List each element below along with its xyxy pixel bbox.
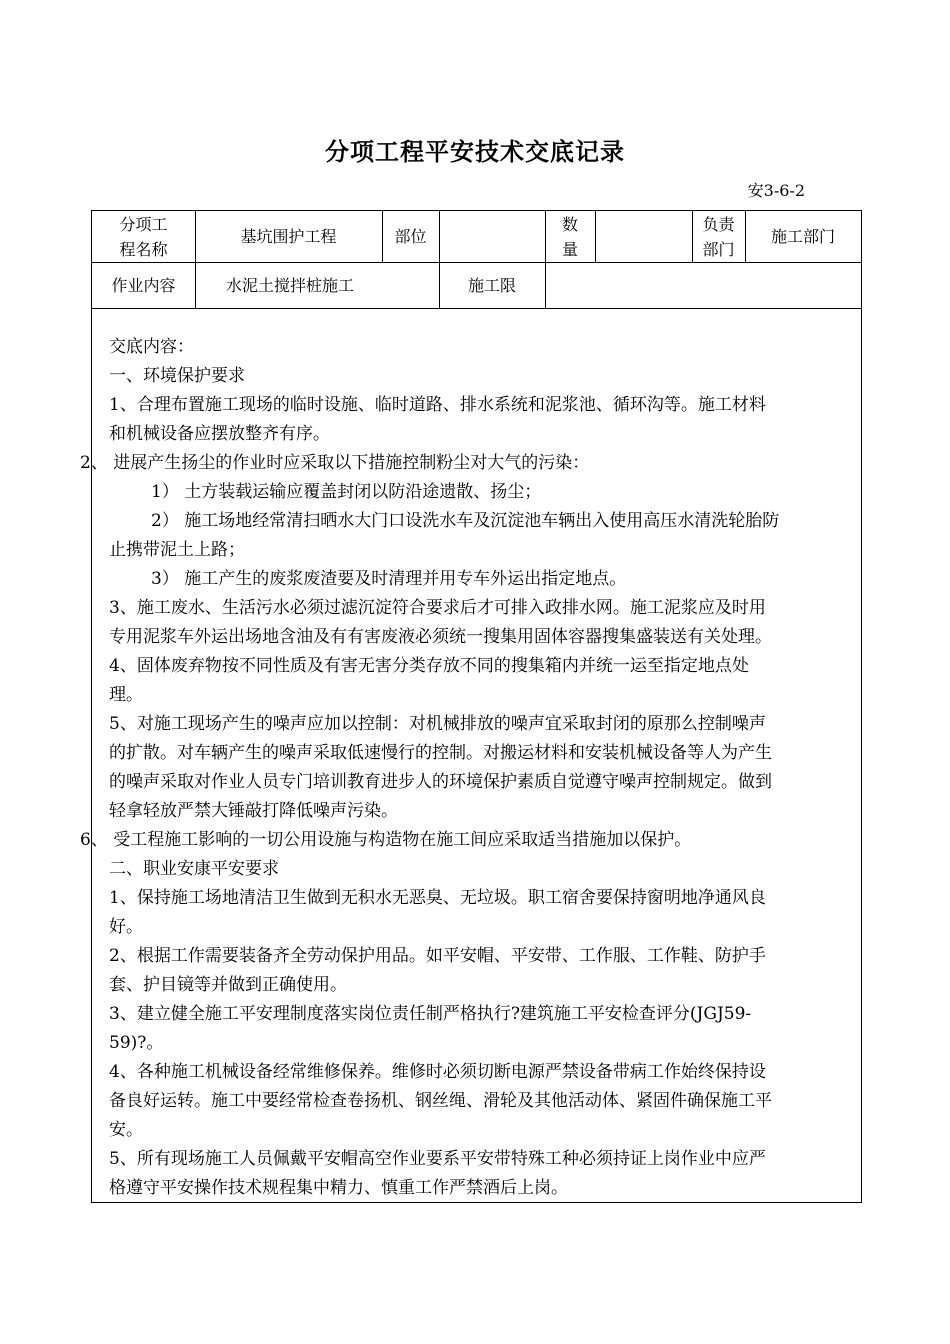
content-line: 交底内容：	[109, 337, 194, 357]
content-line: 轻拿轻放严禁大锤敲打降低噪声污染。	[109, 801, 398, 821]
responsible-dept-label	[692, 211, 745, 262]
project-name-label-line2: 程名称	[119, 239, 168, 259]
row-divider-2	[92, 308, 861, 309]
quantity-label-line2: 量	[561, 239, 578, 259]
content-line: 1、合理布置施工现场的临时设施、临时道路、排水系统和泥浆池、循环沟等。施工材料	[109, 395, 766, 415]
content-line: 3、施工废水、生活污水必须过滤沉淀符合要求后才可排入政排水网。施工泥浆应及时用	[109, 598, 766, 618]
content-line: 5、所有现场施工人员佩戴平安帽高空作业要系平安带特殊工种必须持证上岗作业中应严	[109, 1149, 766, 1169]
content-line: 二、职业安康平安要求	[109, 859, 279, 879]
work-content-value: 水泥土搅拌桩施工	[226, 275, 355, 295]
content-line: 止携带泥土上路；	[109, 540, 245, 560]
content-line: 3、建立健全施工平安理制度落实岗位责任制严格执行?建筑施工平安检查评分(JGJ59-	[109, 1004, 752, 1024]
content-line: 专用泥浆车外运出场地含油及有有害废液必须统一搜集用固体容器搜集盛装送有关处理。	[109, 627, 772, 647]
construction-limit-value	[545, 262, 861, 308]
construction-limit-label: 施工限	[467, 275, 516, 295]
content-line: 备良好运转。施工中要经常检查卷扬机、钢丝绳、滑轮及其他活动体、紧固件确保施工平	[109, 1091, 772, 1111]
content-line: 1、保持施工场地清洁卫生做到无积水无恶臭、无垃圾。职工宿舍要保持窗明地净通风良	[109, 888, 766, 908]
content-line: 的扩散。对车辆产生的噪声采取低速慢行的控制。对搬运材料和安装机械设备等人为产生	[109, 743, 772, 763]
project-name-value: 基坑围护工程	[240, 227, 337, 246]
content-line: 2） 施工场地经常清扫晒水大门口设洗水车及沉淀池车辆出入使用高压水清洗轮胎防	[151, 511, 780, 531]
quantity-value	[595, 211, 692, 262]
location-label: 部位	[394, 227, 427, 246]
content-line: 2、 进展产生扬尘的作业时应采取以下措施控制粉尘对大气的污染：	[80, 453, 590, 473]
content-line: 5、对施工现场产生的噪声应加以控制：对机械排放的噪声宜采取封闭的原那么控制噪声	[109, 714, 766, 734]
quantity-label-line1: 数	[561, 214, 578, 234]
content-line: 的噪声采取对作业人员专门培训教育进步人的环境保护素质自觉遵守噪声控制规定。做到	[109, 772, 772, 792]
content-line: 一、环境保护要求	[109, 366, 245, 386]
dept-label-line1: 负责	[702, 214, 735, 234]
content-line: 4、各种施工机械设备经常维修保养。维修时必须切断电源严禁设备带病工作始终保持设	[109, 1062, 766, 1082]
quantity-label	[545, 211, 595, 262]
content-line: 59)?。	[109, 1033, 164, 1053]
project-name-label-line1: 分项工	[119, 214, 168, 234]
content-line: 套、护目镜等并做到正确使用。	[109, 975, 347, 995]
content-line: 1） 土方装载运输应覆盖封闭以防沿途遗散、扬尘；	[151, 482, 542, 502]
project-name-label	[92, 211, 195, 262]
content-line: 3） 施工产生的废浆废渣要及时清理并用专车外运出指定地点。	[151, 569, 627, 589]
content-line: 安。	[109, 1120, 143, 1140]
work-content-label: 作业内容	[111, 275, 176, 295]
form-code: 安3-6-2	[747, 181, 805, 200]
content-line: 格遵守平安操作技术规程集中精力、慎重工作严禁酒后上岗。	[109, 1178, 568, 1198]
location-value	[439, 211, 545, 262]
content-line: 4、固体废弃物按不同性质及有害无害分类存放不同的搜集箱内并统一运至指定地点处	[109, 656, 749, 676]
document-title: 分项工程平安技术交底记录	[325, 138, 625, 166]
content-line: 6、 受工程施工影响的一切公用设施与构造物在施工间应采取适当措施加以保护。	[80, 830, 692, 850]
content-line: 好。	[109, 917, 143, 937]
content-line: 和机械设备应摆放整齐有序。	[109, 424, 330, 444]
content-line: 2、根据工作需要装备齐全劳动保护用品。如平安帽、平安带、工作服、工作鞋、防护手	[109, 946, 766, 966]
disclosure-form	[80, 210, 862, 1203]
responsible-dept-value: 施工部门	[770, 227, 835, 246]
content-line: 理。	[109, 685, 143, 705]
dept-label-line2: 部门	[702, 239, 735, 259]
